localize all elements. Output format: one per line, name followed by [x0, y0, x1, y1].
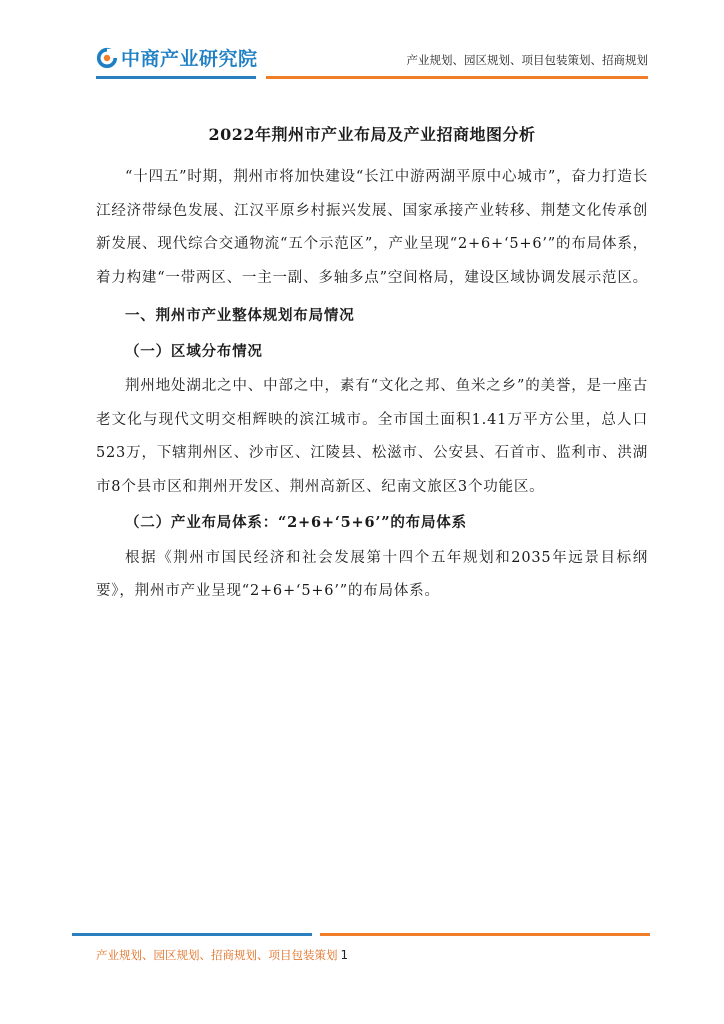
header-tagline: 产业规划、园区规划、项目包装策划、招商规划 — [406, 53, 648, 67]
document-title: 2022年荆州市产业布局及产业招商地图分析 — [208, 125, 536, 144]
logo-icon — [96, 47, 118, 69]
header-rule-orange — [266, 76, 648, 79]
page-footer — [96, 947, 348, 963]
header-rule-blue — [96, 76, 256, 79]
company-logo — [96, 44, 258, 71]
subsection-heading: （二）产业布局体系：“2+6+‘5+6’”的布局体系 — [125, 514, 467, 531]
footer-text: 产业规划、园区规划、招商规划、项目包装策划 — [96, 948, 338, 962]
page-header — [96, 44, 648, 80]
section-heading: 一、荆州市产业整体规划布局情况 — [125, 307, 355, 324]
page-number: 1 — [340, 948, 349, 962]
footer-rule-blue — [72, 933, 312, 936]
document-body — [96, 122, 648, 609]
subsection-heading: （一）区域分布情况 — [125, 342, 263, 360]
intro-paragraph: “十四五”时期，荆州市将加快建设“长江中游两湖平原中心城市”，奋力打造长江经济带绿色发展、江汉平原乡村振兴发展、国家承接产业转移、荆楚文化传承创新发展、现代综合交通物流“五个示范区”，产业呈现“2+6+‘5+6’”的布局体系，着力构建“一带两区、一主一副、多轴多点”空间格局，建设区域协调发展示范区。 — [96, 169, 648, 286]
body-paragraph: 荆州地处湖北之中、中部之中，素有“文化之邦、鱼米之乡”的美誉，是一座古老文化与现代文明交相辉映的滨江城市。全市国土面积1.41万平方公里，总人口523万，下辖荆州区、沙市区、江陵县、松滋市、公安县、石首市、监利市、洪湖市8个县市区和荆州开发区、荆州高新区、纪南文旅区3个功能区。 — [96, 378, 648, 495]
logo-text: 中商产业研究院 — [121, 48, 258, 70]
body-paragraph: 根据《荆州市国民经济和社会发展第十四个五年规划和2035年远景目标纲要》，荆州市产业呈现“2+6+‘5+6’”的布局体系。 — [96, 549, 648, 599]
footer-rule-orange — [320, 933, 650, 936]
